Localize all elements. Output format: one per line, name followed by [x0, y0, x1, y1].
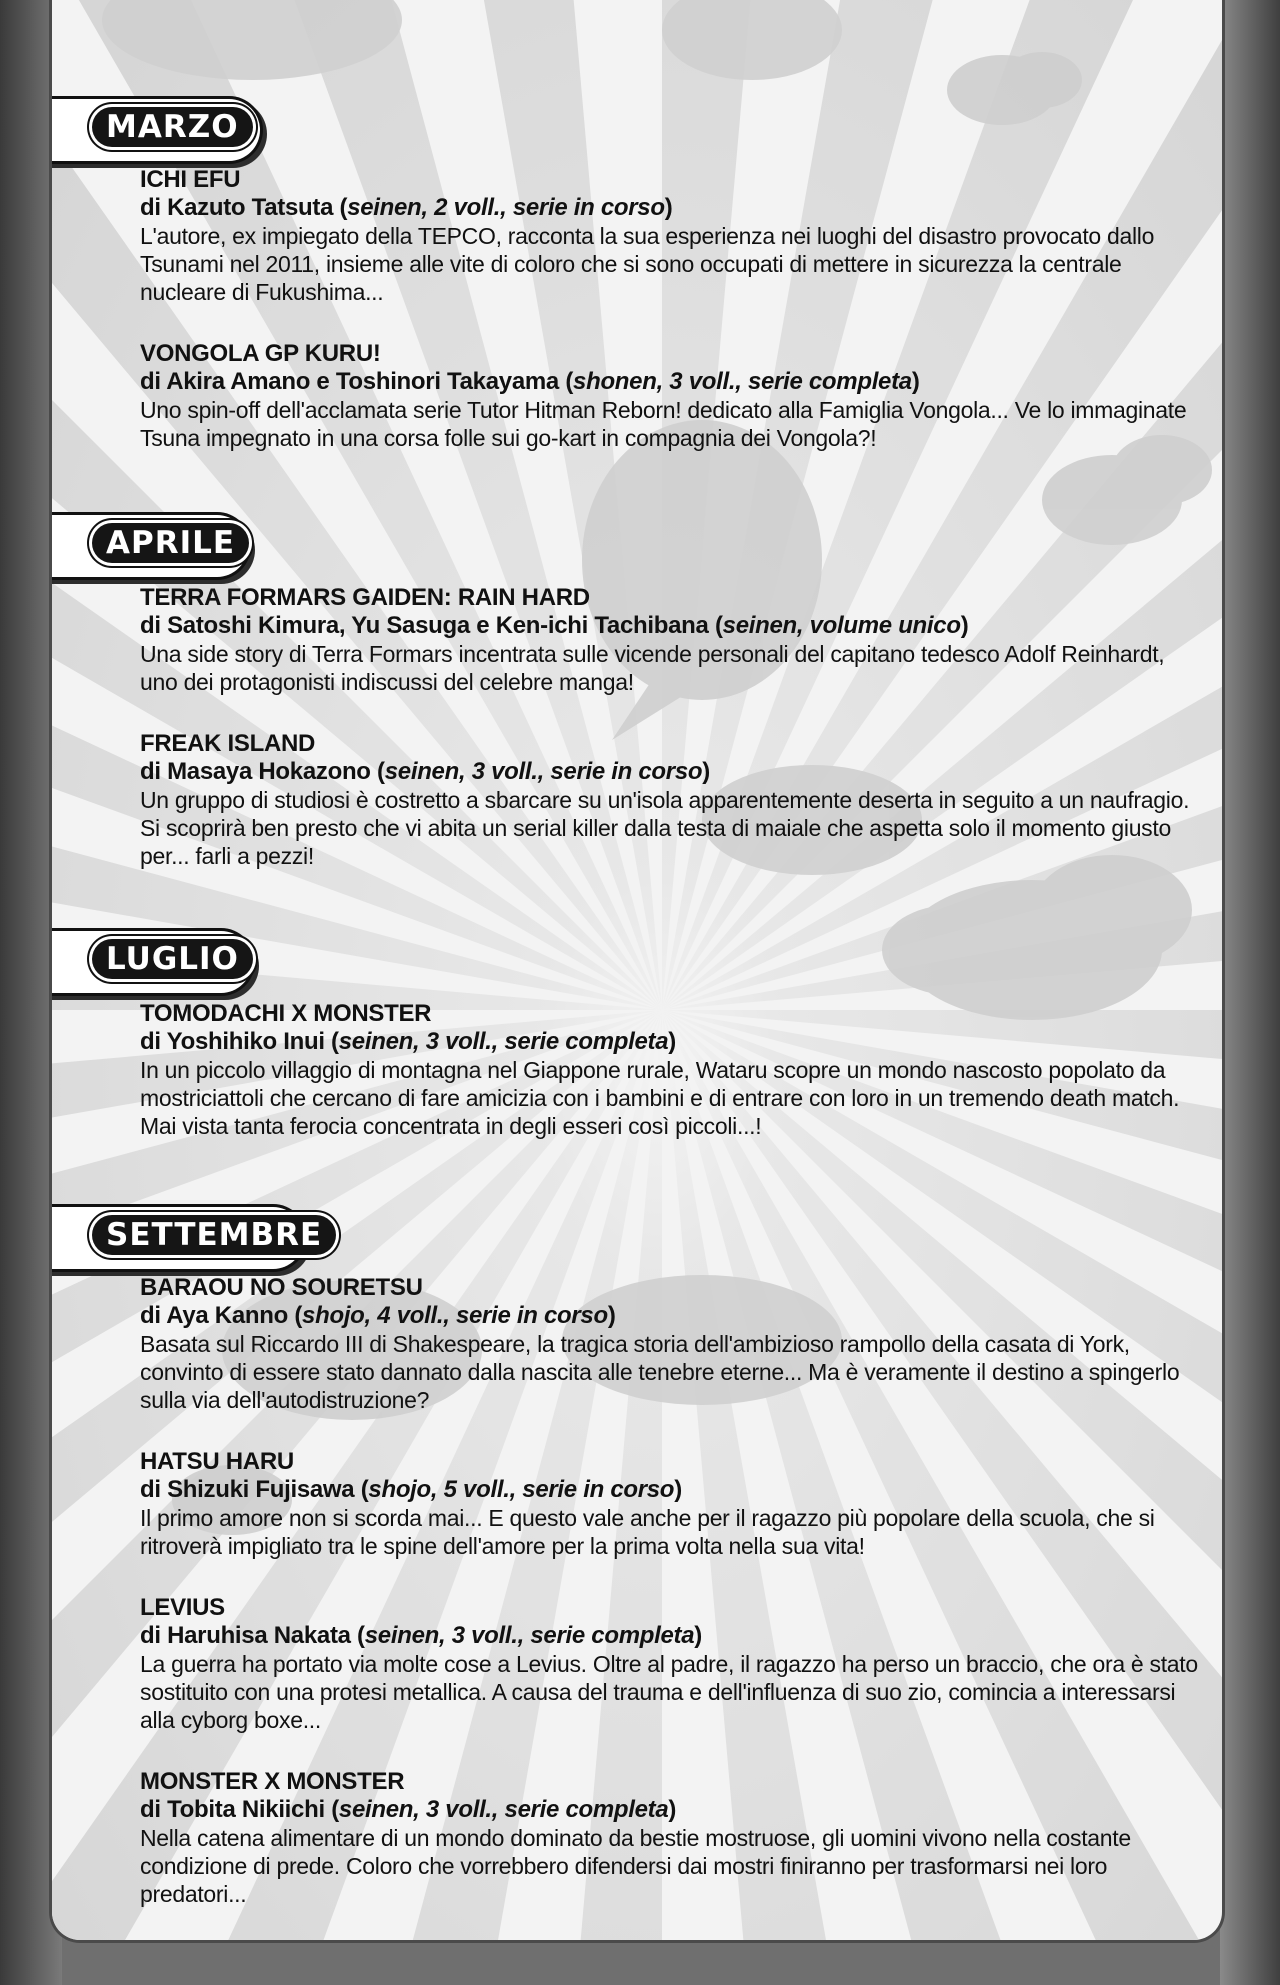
entry-author: di Satoshi Kimura, Yu Sasuga e Ken-ichi Tachibana (seinen, volume unico) [140, 612, 969, 639]
entry-title: MONSTER X MONSTER [140, 1768, 405, 1795]
entry-title: BARAOU NO SOURETSU [140, 1274, 423, 1301]
entry-description: Nella catena alimentare di un mondo dominato da bestie mostruose, gli uomini vivono nella costante condizione di prede. Coloro che vorrebbero difendersi dai mostri finiranno per trasformarsi nei loro predatori... [140, 1825, 1131, 1907]
entry-description: Una side story di Terra Formars incentrata sulle vicende personali del capitano tedesco Adolf Reinhardt, uno dei protagonisti indiscussi del celebre manga! [140, 641, 1165, 695]
entry-title: TERRA FORMARS GAIDEN: RAIN HARD [140, 584, 590, 611]
entry-title: LEVIUS [140, 1594, 225, 1621]
entry-author: di Aya Kanno (shojo, 4 voll., serie in corso) [140, 1302, 616, 1329]
entry-author: di Akira Amano e Toshinori Takayama (shonen, 3 voll., serie completa) [140, 368, 920, 395]
entry-description: Basata sul Riccardo III di Shakespeare, la tragica storia dell'ambizioso rampollo della casata di York, convinto di essere stato dannato dalla nascita alle tenebre eterne... Ma è veramente il destino a spingerlo sulla via dell'autodistruzione? [140, 1331, 1180, 1413]
entry-author: di Haruhisa Nakata (seinen, 3 voll., serie completa) [140, 1622, 702, 1649]
entry-title: TOMODACHI X MONSTER [140, 1000, 432, 1027]
month-banner-marzo [52, 96, 263, 164]
entry-author: di Masaya Hokazono (seinen, 3 voll., serie in corso) [140, 758, 710, 785]
content-panel [52, 0, 1222, 1940]
entry-levius [140, 1594, 1200, 1734]
entry-freak-island [140, 730, 1200, 870]
month-label: SETTEMBRE [92, 1215, 336, 1255]
entry-title: FREAK ISLAND [140, 730, 316, 757]
entry-baraou-no-souretsu [140, 1274, 1200, 1414]
entry-title: HATSU HARU [140, 1448, 294, 1475]
entry-description: Il primo amore non si scorda mai... E questo vale anche per il ragazzo più popolare della scuola, che si ritroverà impigliato tra le spine dell'amore per la prima volta nella sua vita! [140, 1505, 1155, 1559]
entry-monster-x-monster [140, 1768, 1200, 1908]
entry-author: di Yoshihiko Inui (seinen, 3 voll., serie completa) [140, 1028, 676, 1055]
entry-description: Uno spin-off dell'acclamata serie Tutor Hitman Reborn! dedicato alla Famiglia Vongola... Ve lo immaginate Tsuna impegnato in una corsa folle sui go-kart in compagnia dei Vongola?! [140, 397, 1187, 451]
entry-author: di Tobita Nikiichi (seinen, 3 voll., serie completa) [140, 1796, 677, 1823]
entry-description: In un piccolo villaggio di montagna nel Giappone rurale, Wataru scopre un mondo nascosto popolato da mostriciattoli che cercano di fare amicizia con i bambini e di entrare con loro in un tremendo death match. Mai vista tanta ferocia concentrata in degli esseri così piccoli...! [140, 1057, 1180, 1139]
entry-hatsu-haru [140, 1448, 1200, 1560]
month-banner-settembre [52, 1204, 323, 1272]
entry-title: ICHI EFU [140, 166, 241, 193]
entry-ichi-efu [140, 166, 1200, 306]
entry-author: di Kazuto Tatsuta (seinen, 2 voll., serie in corso) [140, 194, 673, 221]
entry-tomodachi-x-monster [140, 1000, 1200, 1140]
month-label: LUGLIO [92, 939, 253, 979]
month-label: MARZO [92, 107, 253, 147]
right-page-edge [1220, 0, 1280, 1985]
entry-description: Un gruppo di studiosi è costretto a sbarcare su un'isola apparentemente deserta in seguito a un naufragio. Si scoprirà ben presto che vi abita un serial killer dalla testa di maiale che aspetta solo il momento giusto per... farli a pezzi! [140, 787, 1190, 869]
month-label: APRILE [92, 523, 249, 563]
entry-vongola-gp-kuru [140, 340, 1200, 452]
month-banner-luglio [52, 928, 255, 996]
entry-description: L'autore, ex impiegato della TEPCO, racconta la sua esperienza nei luoghi del disastro provocato dallo Tsunami nel 2011, insieme alle vite di coloro che si sono occupati di mettere in sicurezza la centrale nucleare di Fukushima... [140, 223, 1155, 305]
entry-description: La guerra ha portato via molte cose a Levius. Oltre al padre, il ragazzo ha perso un braccio, che ora è stato sostituito con una protesi metallica. A causa del trauma e dell'influenza di suo zio, comincia a interessarsi alla cyborg boxe... [140, 1651, 1198, 1733]
entry-title: VONGOLA GP KURU! [140, 340, 381, 367]
entry-author: di Shizuki Fujisawa (shojo, 5 voll., serie in corso) [140, 1476, 682, 1503]
month-banner-aprile [52, 512, 251, 580]
entry-terra-formars-gaiden [140, 584, 1200, 696]
